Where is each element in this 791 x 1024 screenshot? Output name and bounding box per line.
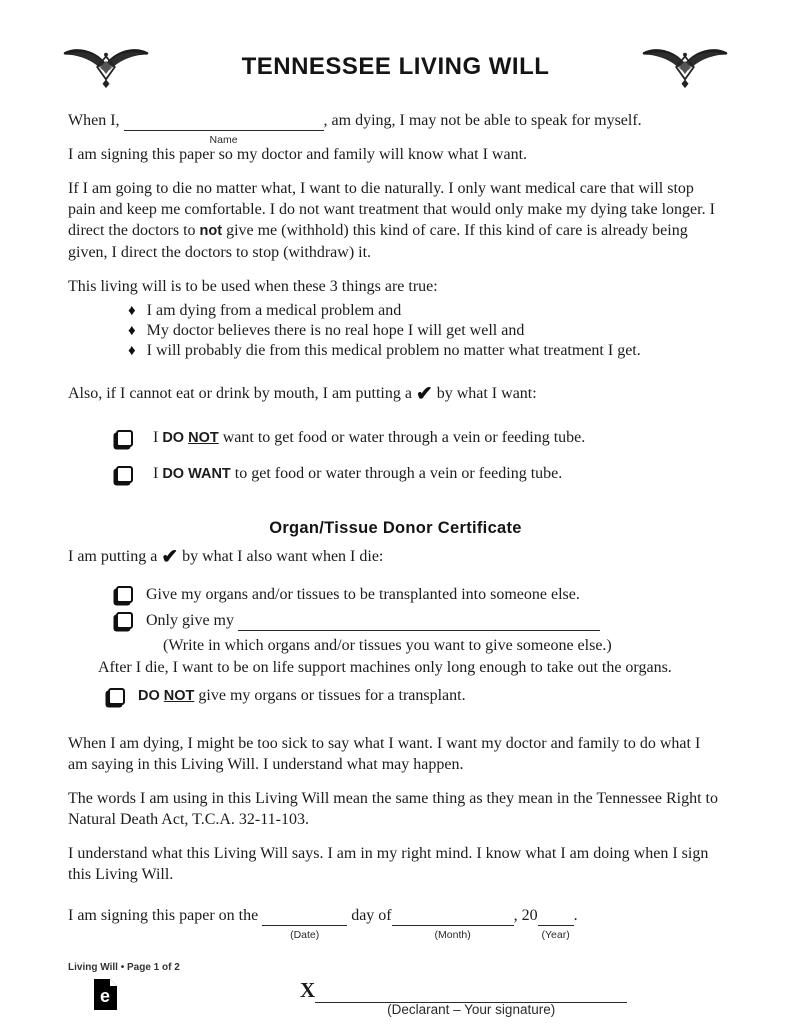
feeding-option-do-want [116,463,723,485]
diamond-bullet-icon: ♦ [128,323,136,339]
signing-part1: I am signing this paper on the [68,907,259,924]
date-line-label: (Date) [290,929,320,941]
condition-text: I will probably die from this medical problem no matter what treatment I get. [146,342,641,359]
name-line-label: Name [209,134,238,146]
option-text [153,427,585,449]
diamond-bullet-icon: ♦ [128,303,136,319]
signature-line[interactable] [315,985,627,1017]
option-label: Only give my [146,612,234,629]
donor-certificate-heading: Organ/Tissue Donor Certificate [269,519,522,537]
ornament-left-icon [62,44,150,90]
donor-intro-a: I am putting a [68,548,162,565]
donor-option-give-some [116,610,723,631]
signing-part3: , 20 [513,907,538,924]
organs-input-line[interactable] [238,613,600,631]
paragraph-natural-death-a: If I am going to die no matter what, I want to die naturally. I only want medical care that will stop pain and keep me comfortable. I do not want treatment that would only make my dying take longer. I direct the doctors to [68,180,715,239]
option-text [146,610,600,631]
do-want-emphasis: DO WANT [162,466,231,482]
option-pre: I [153,429,163,446]
donor-option-give-all [116,584,723,605]
option-text: Give my organs and/or tissues to be transplanted into someone else. [146,586,580,603]
donor-option-do-not-give [108,685,723,707]
option-rest: want to get food or water through a vein or feeding tube. [218,429,586,446]
date-input-line[interactable] [262,908,347,941]
footer-doc-label: Living Will [68,962,118,973]
list-item [128,341,723,361]
list-item [128,301,723,321]
checkbox-icon[interactable] [116,466,133,483]
list-item [128,321,723,341]
feeding-option-do-not [116,427,723,449]
closing-paragraph-1: When I am dying, I might be too sick to say what I want. I want my doctor and family to do what I am saying in this Living Will. I understand what may happen. [68,735,701,773]
option-rest: to get food or water through a vein or feeding tube. [230,465,563,482]
intro-prefix: When I, [68,112,120,129]
paragraph-natural-death-b: give me (withhold) this kind of care. If this kind of care is already being given, I direct the doctors to stop (withdraw) it. [68,222,688,261]
diamond-bullet-icon: ♦ [128,343,136,359]
closing-paragraph-3: I understand what this Living Will says. I am in my right mind. I know what I am doing when I sign this Living Will. [68,845,709,883]
eforms-logo-icon [94,979,117,1010]
signature-block [300,978,723,1017]
condition-text: I am dying from a medical problem and [146,302,402,319]
option-pre: I [153,465,163,482]
signature-line-label: (Declarant – Your signature) [387,1002,556,1017]
signing-date-line [68,905,723,941]
document-footer [68,962,180,1010]
footer-separator: • [120,962,125,973]
checkbox-icon[interactable] [116,430,133,447]
feeding-intro-a: Also, if I cannot eat or drink by mouth, I am putting a [68,385,416,402]
signing-period: . [573,907,578,924]
life-support-note: After I die, I want to be on life support machines only long enough to take out the organs. [98,659,672,676]
not-emphasis: not [199,223,223,239]
conditions-intro: This living will is to be used when these 3 things are true: [68,278,438,295]
intro-suffix: , am dying, I may not be able to speak for myself. [323,112,642,129]
option-text [138,685,466,707]
feeding-intro [68,383,723,405]
closing-paragraph-2: The words I am using in this Living Will mean the same thing as they mean in the Tennessee Right to Natural Death Act, T.C.A. 32-11-103. [68,790,718,828]
year-line-label: (Year) [541,929,570,941]
signing-part2: day of [351,907,392,924]
name-input-line[interactable] [124,113,324,146]
feeding-intro-b: by what I want: [432,385,537,402]
x-mark: X [300,978,316,1002]
paragraph-natural-death [68,178,723,263]
donor-intro [68,546,723,568]
year-input-line[interactable] [538,908,574,941]
option-rest: give my organs or tissues for a transplant. [194,687,466,704]
page-title: TENNESSEE LIVING WILL [241,53,550,80]
conditions-list [128,301,723,361]
footer-text [68,962,180,973]
checkbox-icon[interactable] [116,612,133,629]
logo-letter: e [99,986,111,1006]
checkbox-icon[interactable] [116,586,133,603]
month-input-line[interactable] [392,908,514,941]
do-emphasis: DO [162,430,189,446]
do-emphasis: DO [138,688,164,704]
paragraph-purpose: I am signing this paper so my doctor and family will know what I want. [68,146,528,163]
intro-line [68,110,723,146]
not-emphasis: NOT [188,430,219,446]
option-text [153,463,562,485]
checkmark-icon: ✔ [415,383,433,405]
footer-page-label: Page 1 of 2 [127,962,180,973]
checkmark-icon: ✔ [161,546,179,568]
write-in-note: (Write in which organs and/or tissues you want to give someone else.) [163,637,612,654]
condition-text: My doctor believes there is no real hope I will get well and [146,322,525,339]
month-line-label: (Month) [434,929,471,941]
document-body [0,110,791,1017]
not-emphasis: NOT [163,688,195,704]
document-header [0,0,791,90]
ornament-right-icon [641,44,729,90]
checkbox-icon[interactable] [108,688,125,705]
donor-intro-b: by what I also want when I die: [178,548,384,565]
